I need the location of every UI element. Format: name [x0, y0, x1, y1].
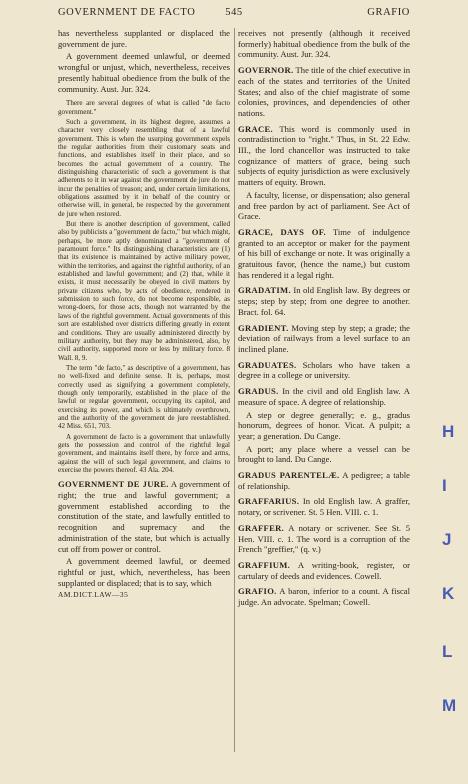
headword: GRADUATES.	[238, 359, 297, 370]
small-paragraph: The term "de facto," as descriptive of a government, has no well-fixed and definite sense. It is, perhaps, most correctly used as signifying a government completely, though only temporarily, established in the place of the lawful or regular government, occupying its capitol, and exercising its power, and which is ultimately overthrown, and the authority of the government de jure reestablished. 42 Miss. 651, 703.	[58, 363, 230, 431]
entry-gradus	[238, 386, 410, 407]
definition: In the civil and old English law. A measure of space. A degree of relationship.	[238, 386, 410, 407]
definition: Time of indulgence granted to an acceptor or maker for the payment of his bill of exchange or note. It was originally a gratuitous favor, (hence the name,) but custom has rendered it a legal right.	[238, 226, 410, 280]
headword: GRADUS.	[238, 386, 279, 397]
signature-mark: AM.DICT.LAW—35	[58, 590, 129, 600]
definition: In old English law. A graffer, notary, or scrivener. St. 5 Hen. VIII. c. 1.	[238, 496, 410, 518]
right-column	[238, 28, 410, 610]
thumb-tab-j: J	[442, 530, 452, 549]
thumb-tab-h: H	[442, 422, 455, 441]
headword: GRAFFARIUS.	[238, 496, 300, 507]
definition: A government of right; the true and lawful government; a government established according to the constitution of the state, and lawfully entitled to recognition and supremacy and the administration of the state, but which is actually cut off from power or control.	[58, 479, 231, 554]
entry-gradus-parentelae	[238, 470, 410, 491]
definition: Scholars who have taken a degree in a college or university.	[238, 359, 411, 381]
definition: This word is commonly used in contradistinction to "right." Thus, in St. 22 Edw. III., the lord chancellor was instructed to take cognizance of matters of grace, being such subjects of equity jurisdiction as were exclusively matters of equity. Brown.	[238, 123, 410, 188]
headword: GRAFIO.	[238, 586, 277, 597]
definition: A baron, inferior to a count. A fiscal judge. An advocate. Spelman; Cowell.	[238, 586, 410, 608]
headword: GOVERNOR.	[238, 65, 294, 76]
entry-grafio	[238, 586, 410, 607]
paragraph: A government deemed lawful, or deemed rightful or just, which, nevertheless, has been supplanted or displaced; that is to say, which	[58, 556, 230, 588]
entry-graffer	[238, 523, 410, 555]
headword: GRADUS PARENTELÆ.	[238, 470, 340, 481]
entry-grace	[238, 124, 410, 188]
entry-graffarius	[238, 496, 410, 517]
thumb-tab-m: M	[442, 696, 457, 715]
entry-gradient	[238, 323, 410, 355]
entry-governor	[238, 65, 410, 119]
running-header	[58, 7, 410, 23]
paragraph: receives not presently (although it received formerly) habitual obedience from the bulk of the community. Aust. Jur. 324.	[238, 28, 410, 60]
definition: A writing-book, register, or cartulary of deeds and evidences. Cowell.	[238, 559, 410, 581]
paragraph: A step or degree generally; e. g., gradus honorum, degrees of honor. Vicat. A pulpit; a year; a generation. Du Cange.	[238, 409, 410, 441]
thumb-tab-l: L	[442, 642, 453, 661]
entry-graduates	[238, 360, 410, 381]
paragraph: A port; any place where a vessel can be brought to land. Du Cange.	[238, 443, 410, 465]
left-column	[58, 28, 230, 599]
small-paragraph: But there is another description of government, called also by publicists a "government de facto," but which might, perhaps, be more aptly denominated a "government of paramount force." Its distinguishing characteristics are (1) that its existence is maintained by active military power, within the territories, and against the rightful authority, of an established and lawful government; and (2) that, while it exists, it must necessarily be obeyed in civil matters by private citizens who, by acts of obedience, rendered in submission to such force, do not become responsible, as wrong-doers, for those acts, though not warranted by the laws of the rightful government. Actual governments of this sort are established over districts differing greatly in extent and conditions. They are usually administered directly by military authority, but they may be administered, also, by civil authority, supported more or less by military force. 8 Wall. 8, 9.	[58, 220, 230, 362]
small-paragraph: There are several degrees of what is called "de facto government."	[58, 99, 230, 116]
definition: A notary or scrivener. See St. 5 Hen. VIII. c. 1. The word is a corruption of the French "greffier," (q. v.)	[238, 522, 410, 555]
headword: GRADIENT.	[238, 322, 289, 333]
paragraph: A faculty, license, or dispensation; also general and free pardon by act of parliament. See Act of Grace.	[238, 189, 410, 222]
entry-grace-days-of	[238, 227, 410, 281]
definition: Moving step by step; a grade; the deviation of railways from a level surface to an inclined plane.	[238, 322, 410, 354]
thumb-tab-k: K	[442, 584, 455, 603]
headword: GRACE.	[238, 123, 273, 134]
entry-gradatim	[238, 285, 410, 317]
entry-graffium	[238, 560, 410, 581]
headword: GRAFFIUM.	[238, 559, 291, 570]
paragraph: A government deemed unlawful, or deemed wrongful or unjust, which, nevertheless, receives presently habitual obedience from the bulk of the community. Aust. Jur. 324.	[58, 51, 230, 94]
small-paragraph: Such a government, in its highest degree, assumes a character very closely resembling that of a lawful government. This is when the usurping government expels the regular authorities from their customary seats and functions, and establishes itself in their place, and so becomes the actual government of a country. The distinguishing characteristic of such a government is that adherents to it in war against the government de jure do not incur the penalties of treason; and, under certain limitations, obligations assumed by it in behalf of the country or otherwise will, in general, be respected by the government de jure when restored.	[58, 117, 230, 218]
definition: In old English law. By degrees or steps; step by step; from one degree to another. Bract. fol. 64.	[238, 285, 410, 317]
definition: A pedigree; a table of relationship.	[238, 470, 410, 491]
page-number: 545	[225, 7, 243, 18]
headword: GRADATIM.	[238, 285, 291, 296]
header-right-guideword: GRAFIO	[367, 7, 410, 18]
small-paragraph: A government de facto is a government that unlawfully gets the possession and control of the rightful legal government, and maintains itself there, by force and arms, against the will of such legal government, and claims to exercise the powers thereof. 43 Ala. 204.	[58, 432, 230, 474]
headword: GRAFFER.	[238, 522, 285, 533]
header-left-guideword: GOVERNMENT DE FACTO	[58, 7, 196, 18]
definition: The title of the chief executive in each of the states and territories of the United States; and also of the chief magistrate of some colonies, provinces, and dependencies of other nations.	[238, 65, 410, 118]
headword: GRACE, DAYS OF.	[238, 226, 326, 237]
thumb-tab-i: I	[442, 476, 447, 495]
paragraph: has nevertheless supplanted or displaced the government de jure.	[58, 28, 230, 49]
entry-government-de-jure	[58, 479, 230, 554]
column-divider	[234, 28, 235, 752]
headword: GOVERNMENT DE JURE.	[58, 479, 169, 490]
